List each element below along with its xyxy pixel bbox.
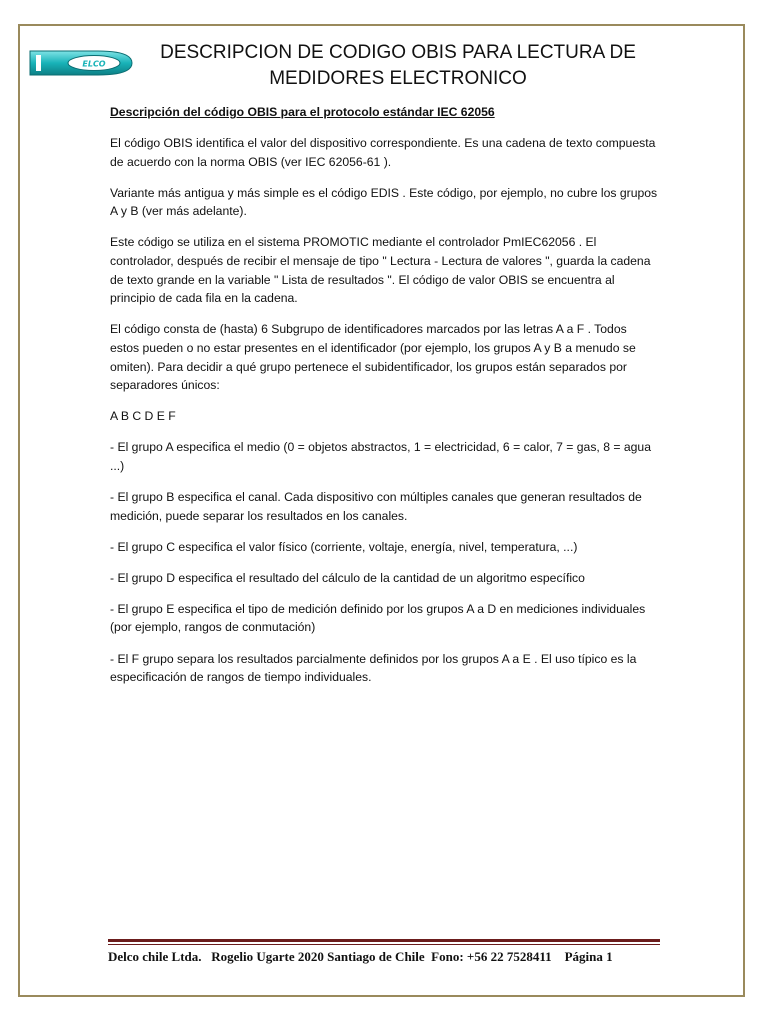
title-line-2: MEDIDORES ELECTRONICO (269, 68, 527, 89)
company-logo (28, 48, 136, 78)
document-body (110, 103, 658, 699)
group-a-description: - El grupo A especifica el medio (0 = objetos abstractos, 1 = electricidad, 6 = calor, 7 = gas, 8 = agua ...) (110, 440, 651, 473)
group-d-description: - El grupo D especifica el resultado del cálculo de la cantidad de un algoritmo específico (110, 570, 585, 585)
paragraph: El código consta de (hasta) 6 Subgrupo de identificadores marcados por las letras A a F . Todos estos pueden o no estar presentes en el identificador (por ejemplo, los grupos A y B a menudo se omiten). Para decidir a qué grupo pertenece el subidentificador, los grupos están separados por separadores únicos: (110, 322, 636, 393)
page-footer: Delco chile Ltda. Rogelio Ugarte 2020 Santiago de Chile Fono: +56 22 7528411 Página 1 (108, 949, 613, 964)
group-letters: A B C D E F (110, 409, 176, 424)
footer-divider (108, 939, 660, 942)
footer-divider-thin (108, 944, 660, 945)
paragraph: El código OBIS identifica el valor del dispositivo correspondiente. Es una cadena de texto compuesta de acuerdo con la norma OBIS (ver IEC 62056-61 ). (110, 136, 656, 169)
group-f-description: - El F grupo separa los resultados parcialmente definidos por los grupos A a E . El uso típico es la especificación de rangos de tiempo individuales. (110, 651, 637, 685)
paragraph: Variante más antigua y más simple es el código EDIS . Este código, por ejemplo, no cubre los grupos A y B (ver más adelante). (110, 185, 658, 219)
title-line-1: DESCRIPCION DE CODIGO OBIS PARA LECTURA DE (160, 42, 636, 63)
group-b-description: - El grupo B especifica el canal. Cada dispositivo con múltiples canales que generan resultados de medición, puede separar los resultados en los canales. (110, 490, 642, 523)
group-e-description: - El grupo E especifica el tipo de medición definido por los grupos A a D en mediciones individuales (por ejemplo, rangos de conmutación) (110, 601, 646, 635)
group-c-description: - El grupo C especifica el valor físico (corriente, voltaje, energía, nivel, temperatura, ...) (110, 539, 578, 554)
section-subtitle: Descripción del código OBIS para el protocolo estándar IEC 62056 (110, 105, 495, 119)
logo-text: ELCO (82, 59, 106, 69)
document-title (150, 40, 646, 92)
paragraph: Este código se utiliza en el sistema PROMOTIC mediante el controlador PmIEC62056 . El controlador, después de recibir el mensaje de tipo " Lectura - Lectura de valores ", guarda la cadena de texto grande en la variable " Lista de resultados ". El código de valor OBIS se encuentra al principio de cada fila en la cadena. (110, 235, 651, 306)
